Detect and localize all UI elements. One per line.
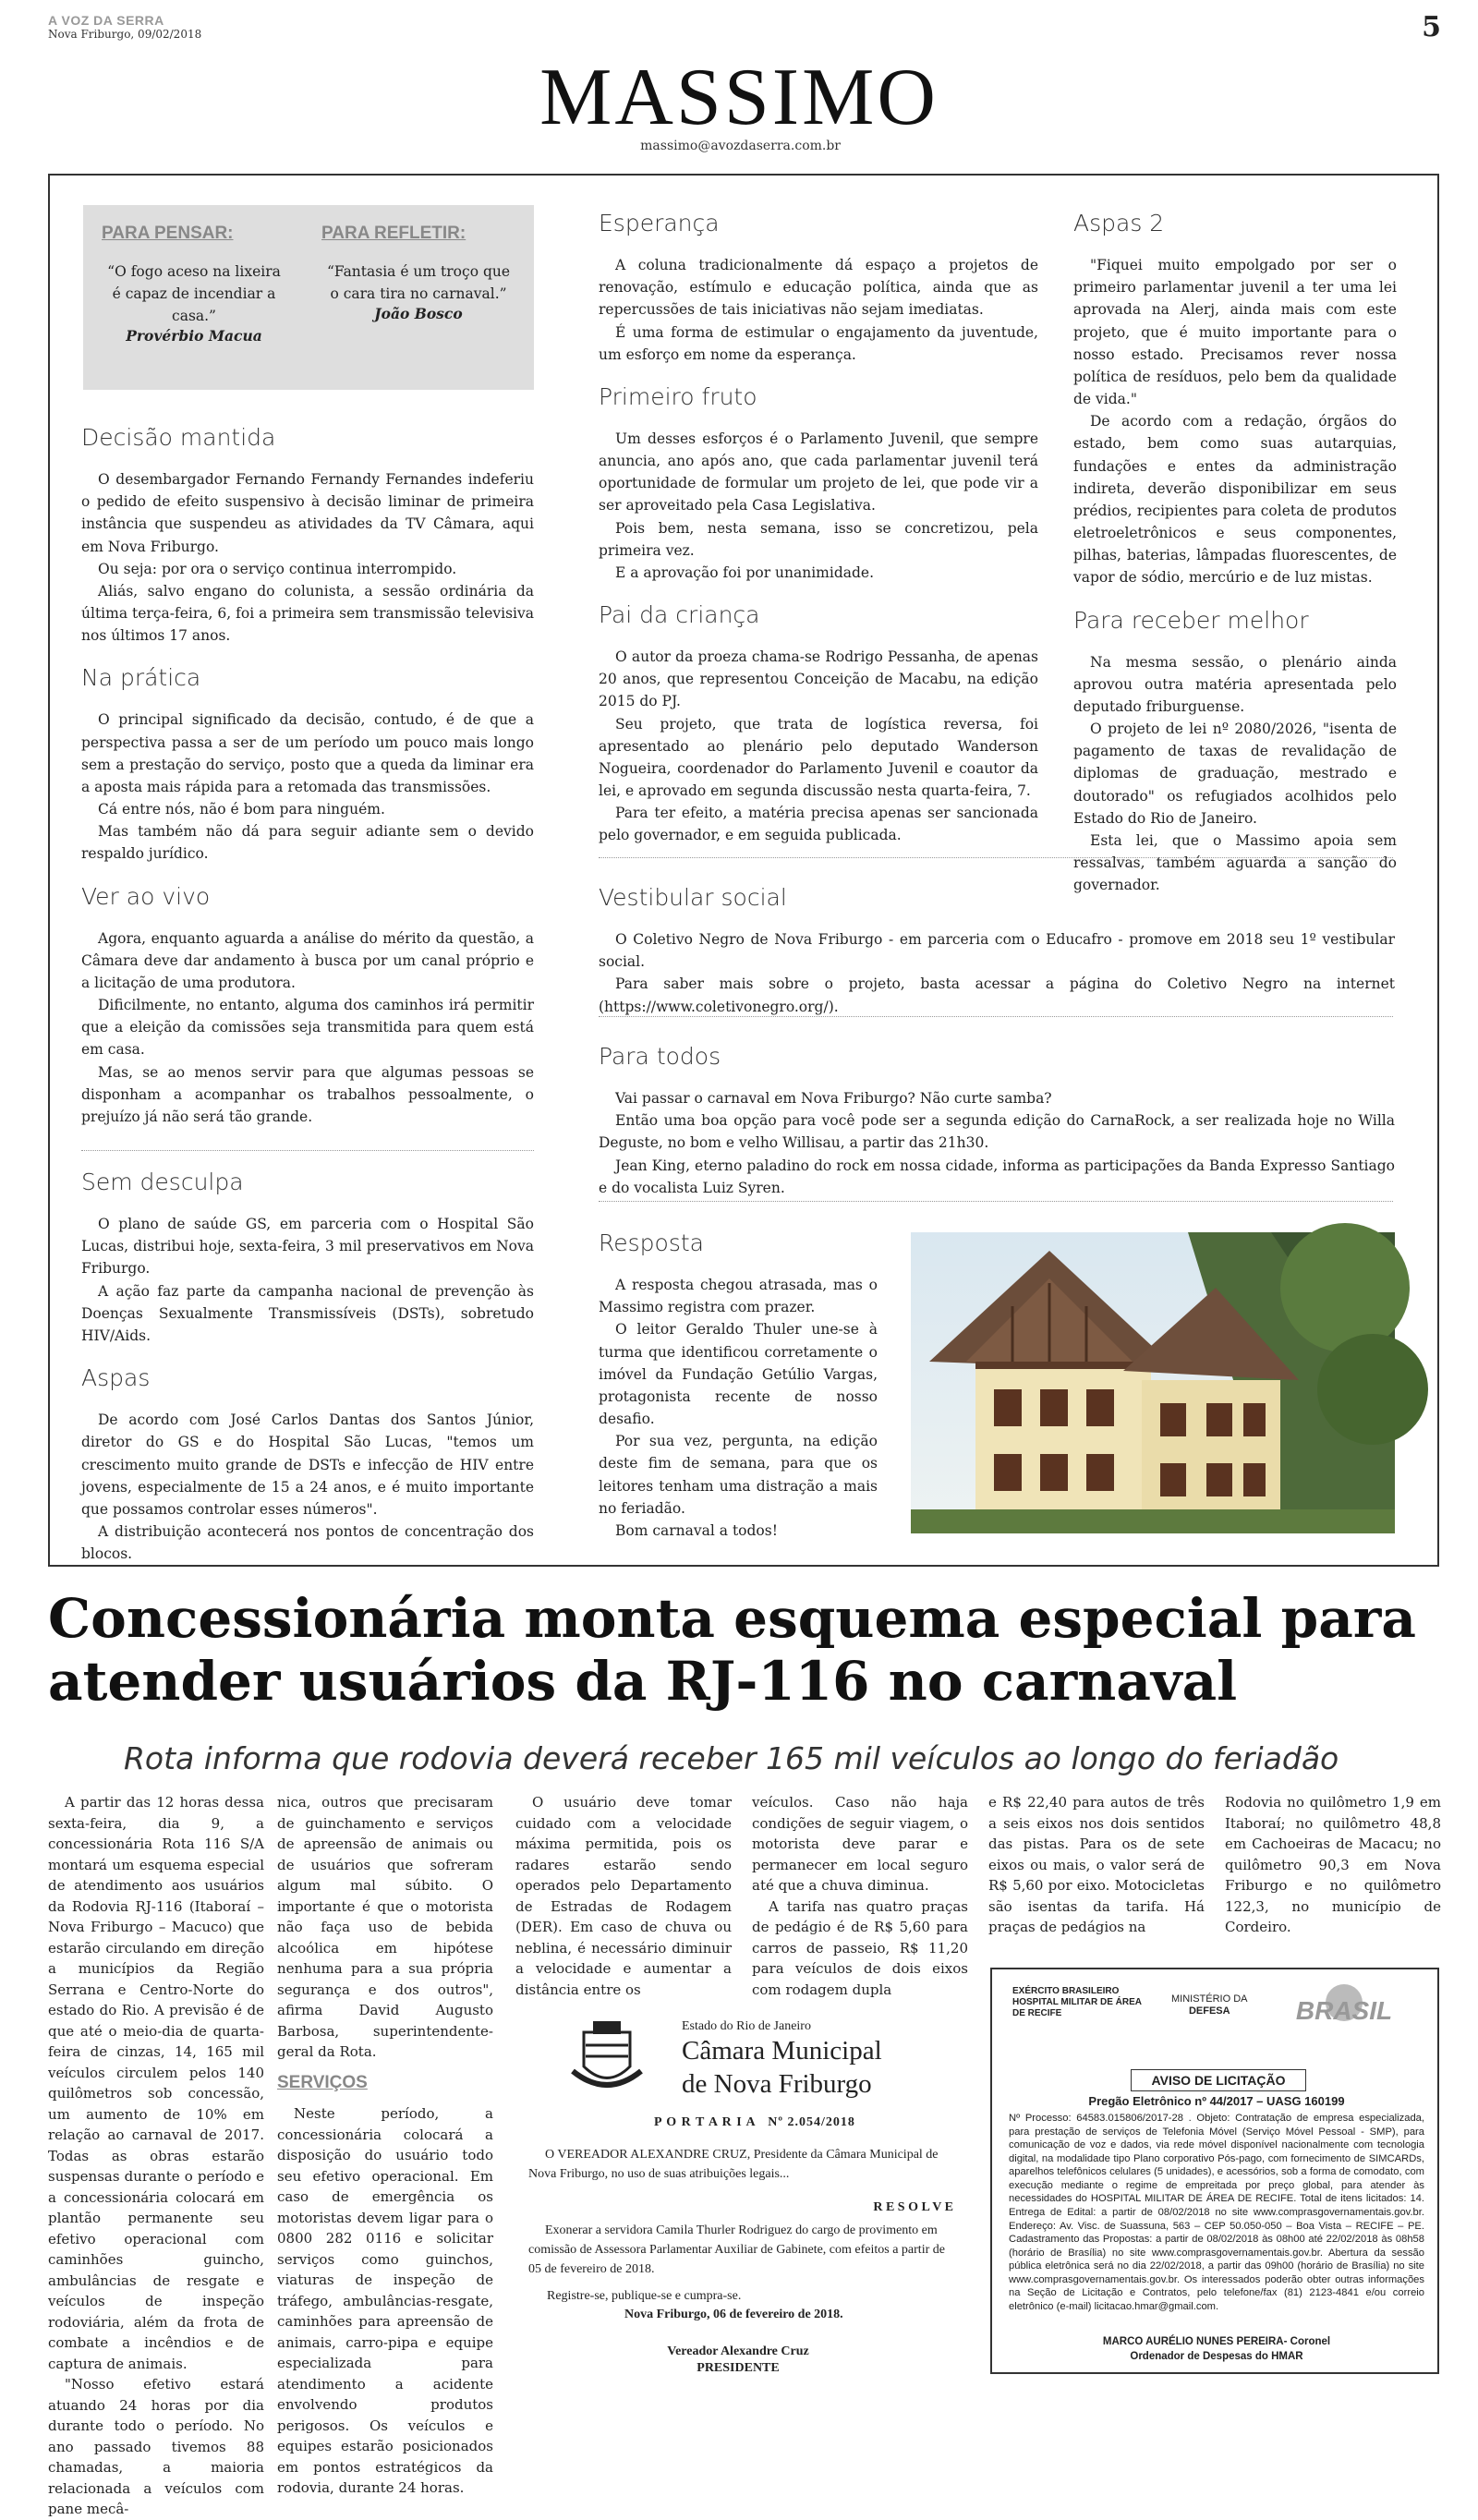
left-column — [81, 406, 534, 1565]
section-title: Sem desculpa — [81, 1169, 244, 1196]
paragraph: O projeto de lei nº 2080/2026, "isenta de pagamento de taxas de revalidação de diplomas de graduação, mestrado e doutorado" os refugiados acolhidos pelo Estado do Rio de Janeiro. — [1073, 721, 1397, 827]
section-title: Aspas 2 — [1073, 210, 1165, 236]
paragraph: De acordo com a redação, órgãos do estado, bem como suas autarquias, fundações e entes da administração indireta, deverão disponibilizar em seus prédios, recipientes para coleta de produtos eletroeletrônicos e seus componentes, pilhas, baterias, lâmpadas fluorescentes, de vapor de sódio, mercúrio e de luz mistas. — [1073, 413, 1397, 587]
article-col-6 — [1225, 1792, 1441, 1938]
paragraph: A partir das 12 horas dessa sexta-feira, dia 9, a concessionária Rota 116 S/A montará um esquema especial de atendimento aos usuários da Rodovia RJ-116 (Itaboraí – Nova Friburgo – Macuco) que estarão circulando em direção a municípios da Região Serrana e Centro-Norte do estado do Rio. A previsão é de que até o meio-dia de quarta-feira de cinzas, 14, 165 mil veículos circulem pelos 140 quilômetros sob concessão, um aumento de 10% em relação ao carnaval de 2017. Todas as obras estarão suspensas durante o período e a concessionária colocará em plantão permanente seu efetivo operacional com caminhões guincho, ambulâncias de resgate e veículos de inspeção rodoviária, além da frota de combate a incêndios e de captura de animais. — [48, 1794, 264, 2372]
resposta-section — [599, 1212, 878, 1542]
quote-refletir — [321, 224, 515, 322]
aviso-org-line: EXÉRCITO BRASILEIRO — [1012, 1986, 1120, 1996]
paragraph: Ou seja: por ora o serviço continua interrompido. — [98, 560, 457, 577]
portaria-body: Exonerar a servidora Camila Thurler Rodriguez do cargo de provimento em comissão de Assessora Parlamentar Auxiliar de Gabinete, com efeitos a partir de 05 de fevereiro de 2018. — [528, 2223, 945, 2276]
paragraph: Neste período, a concessionária colocará a disposição do usuário todo seu efetivo operacional. Em caso de emergência os motoristas devem ligar para o 0800 282 0116 e solicitar serviços como guinchos, viaturas de inspeção de tráfego, ambulâncias-resgate, caminhões para apreensão de animais, carro-pipa e equipe especializada para atendimento a acidente envolvendo produtos perigosos. Os veículos e equipes estarão posicionados em pontos estratégicos da rodovia, durante 24 horas. — [277, 2105, 493, 2496]
building-photo — [911, 1232, 1395, 1533]
article-headline: Concessionária monta esquema especial para atender usuários da RJ-116 no carnaval — [48, 1587, 1416, 1713]
paragraph: A distribuição acontecerá nos pontos de concentração dos blocos. — [81, 1523, 534, 1563]
section-title: Decisão mantida — [81, 424, 276, 451]
aviso-ministry-line: MINISTÉRIO DA — [1171, 1993, 1248, 2005]
paragraph: Seu projeto, que trata de logística reversa, foi apresentado ao plenário pelo deputado Wanderson Nogueira, coordenador do Parlamento Juvenil e coautor da lei, e aprovado em segunda discussão nesta quarta-feira, 7. — [599, 715, 1038, 800]
paragraph: Agora, enquanto aguarda a análise do mérito da questão, a Câmara deve dar andamento à busca por um canal próprio e a licitação de uma produtora. — [81, 929, 534, 991]
portaria-signer: Vereador Alexandre Cruz — [667, 2344, 809, 2358]
aviso-ministry-line: DEFESA — [1188, 2005, 1230, 2017]
article-col-5 — [988, 1792, 1205, 1938]
paragraph: Por sua vez, pergunta, na edição deste fim de semana, para que os leitores tenham uma distração a mais no feriadão. — [599, 1433, 878, 1517]
paragraph: e R$ 22,40 para autos de três a seis eixos nos dois sentidos das pistas. Para os de sete eixos ou mais, o valor será de R$ 5,60 por eixo. Motocicletas são isentas da tarifa. Há praças de pedágios na — [988, 1794, 1205, 1935]
servicos-heading: SERVIÇOS — [277, 2072, 368, 2092]
paragraph: Para saber mais sobre o projeto, basta acessar a página do Coletivo Negro na internet (https://www.coletivonegro.org/). — [599, 975, 1395, 1015]
quote-author: Provérbio Macua — [126, 327, 262, 345]
paragraph: O principal significado da decisão, contudo, é de que a perspectiva passa a ser de um período um pouco mais longo sem a prestação do serviço, posto que a queda da liminar era a aposta mais rápida para a retomada das transmissões. — [81, 711, 534, 795]
todos-section — [599, 1025, 1395, 1199]
article-subhead: Rota informa que rodovia deverá receber 165 mil veículos ao longo do feriadão — [124, 1740, 1339, 1776]
paragraph: A coluna tradicionalmente dá espaço a projetos de renovação, estímulo e educação política, ainda que as repercussões de tais iniciativas não sejam imediatas. — [599, 257, 1038, 319]
aviso-org — [1012, 1986, 1142, 2019]
section-title: Aspas — [81, 1364, 151, 1392]
paragraph: veículos. Caso não haja condições de seguir viagem, o motorista deve parar e permanecer em local seguro até que a chuva diminua. — [752, 1794, 968, 1894]
paragraph: Um desses esforços é o Parlamento Juvenil, que sempre anuncia, ano após ano, que cada parlamentar juvenil terá oportunidade de formular um projeto de lei, que pode vir a ser aproveitado pela Casa Legislativa. — [599, 430, 1038, 515]
section-title: Esperança — [599, 210, 720, 236]
paragraph: Bom carnaval a todos! — [615, 1521, 778, 1539]
page-number: 5 — [1422, 11, 1441, 43]
portaria-role: PRESIDENTE — [697, 2361, 780, 2375]
article-col-2 — [277, 1792, 493, 2499]
paragraph: Na mesma sessão, o plenário ainda aprovou outra matéria apresentada pelo deputado friburguense. — [1073, 653, 1397, 715]
paragraph: O leitor Geraldo Thuler une-se à turma que identificou corretamente o imóvel da Fundação Getúlio Vargas, protagonista recente de nosso desafio. — [599, 1321, 878, 1428]
portaria-number: P O R T A R I A Nº 2.054/2018 — [654, 2115, 855, 2129]
paragraph: A resposta chegou atrasada, mas o Massimo registra com prazer. — [599, 1277, 878, 1316]
paragraph: nica, outros que precisaram de guinchamento e serviços de apreensão de animais ou de usuários que sofreram algum mal súbito. O importante é que o motorista não faça uso de bebida alcoólica em hipótese nenhuma para a sua própria segurança e dos outros", afirma David Augusto Barbosa, superintendente-geral da Rota. — [277, 1794, 493, 2060]
section-title: Vestibular social — [599, 884, 787, 911]
portaria-date: Nova Friburgo, 06 de fevereiro de 2018. — [624, 2308, 843, 2321]
brasil-logo — [1275, 1982, 1413, 2029]
divider — [599, 1016, 1393, 1017]
aviso-subtitle: Pregão Eletrônico nº 44/2017 – UASG 160199 — [1088, 2094, 1345, 2108]
aviso-title: AVISO DE LICITAÇÃO — [1131, 2069, 1306, 2091]
quotes-box — [83, 205, 534, 390]
paragraph: Pois bem, nesta semana, isso se concretizou, pela primeira vez. — [599, 519, 1038, 559]
camara-notice — [514, 2016, 963, 2385]
section-title: Pai da criança — [599, 601, 760, 629]
paragraph: Mas, se ao menos servir para que algumas pessoas se disponham a acompanhar os trabalhos pessoalmente, o prejuízo já não será tão grande. — [81, 1063, 534, 1125]
paragraph: O plano de saúde GS, em parceria com o Hospital São Lucas, distribui hoje, sexta-feira, 3 mil preservativos em Nova Friburgo. — [81, 1216, 534, 1278]
column-email: massimo@avozdaserra.com.br — [640, 139, 841, 153]
paper-name: A VOZ DA SERRA — [48, 13, 164, 28]
quote-label: PARA PENSAR: — [102, 224, 234, 243]
paragraph: Para ter efeito, a matéria precisa apenas ser sancionada pelo governador, e em seguida publicada. — [599, 805, 1038, 844]
paragraph: Esta lei, que o Massimo apoia sem ressalvas, também aguarda a sanção do governador. — [1073, 831, 1397, 894]
portaria-register: Registre-se, publique-se e cumpra-se. — [547, 2289, 742, 2303]
aviso-signer: MARCO AURÉLIO NUNES PEREIRA- Coronel — [1102, 2336, 1331, 2347]
aviso-role: Ordenador de Despesas do HMAR — [1130, 2351, 1303, 2362]
aviso-licitacao — [990, 1968, 1439, 2374]
paragraph: Vai passar o carnaval em Nova Friburgo? Não curte samba? — [615, 1090, 1052, 1107]
camara-name-2: de Nova Friburgo — [682, 2069, 872, 2099]
paragraph: De acordo com José Carlos Dantas dos Santos Júnior, diretor do GS e do Hospital São Lucas, "temos um crescimento muito grande de DSTs e infecção de HIV entre jovens, especialmente de 15 a 24 anos, e é muito importante que possamos controlar esses números". — [81, 1411, 534, 1518]
aviso-org-line: HOSPITAL MILITAR DE ÁREA — [1012, 1997, 1142, 2007]
paragraph: E a aprovação foi por unanimidade. — [615, 563, 875, 581]
article-col-3 — [515, 1792, 732, 2000]
paragraph: "Fiquei muito empolgado por ser o primeiro parlamentar juvenil a ter uma lei aprovada na Alerj, ainda mais com este projeto, que é muito importante para o nosso estado. Precisamos rever nossa política de resíduos, pelo bem da qualidade de vida." — [1073, 257, 1397, 408]
paragraph: O usuário deve tomar cuidado com a velocidade máxima permitida, pois os radares estarão sendo operados pelo Departamento de Estradas de Rodagem (DER). Em caso de chuva ou neblina, é necessário diminuir a velocidade e aumentar a distância entre os — [515, 1794, 732, 1998]
camara-name-1: Câmara Municipal — [682, 2036, 882, 2066]
quote-text: “O fogo aceso na lixeira é capaz de incendiar a casa.” — [107, 263, 281, 325]
paragraph: A tarifa nas quatro praças de pedágio é de R$ 5,60 para carros de passeio, R$ 11,20 para veículos de dois eixos com rodagem dupla — [752, 1897, 968, 1998]
quote-pensar — [102, 224, 286, 345]
article-col-4 — [752, 1792, 968, 2000]
camara-state: Estado do Rio de Janeiro — [682, 2019, 811, 2033]
divider — [599, 1201, 1393, 1202]
paragraph: Cá entre nós, não é bom para ninguém. — [98, 801, 385, 818]
paragraph: Então uma boa opção para você pode ser a segunda edição do CarnaRock, a ser realizada hoje no Willa Deguste, no bom e velho Willisau, a partir das 21h30. — [599, 1112, 1395, 1152]
vestibular-section — [599, 866, 1395, 1018]
article-col-1 — [48, 1792, 264, 2520]
aviso-ministry — [1171, 1993, 1248, 2017]
divider — [81, 1150, 534, 1151]
paragraph: Dificilmente, no entanto, alguma dos caminhos irá permitir que a eleição da comissões seja transmitida para quem está em casa. — [81, 997, 534, 1059]
page-header — [48, 13, 1441, 50]
aviso-body: Nº Processo: 64583.015806/2017-28 . Objeto: Contratação de empresa especializada, para prestação de serviços de Telefonia Móvel (Serviço Móvel Pessoal - SMP), para comunicação de voz e dados, via rede móvel disponível nacionalmente com tecnologia digital, na modalidade tipo Plano corporativo Pós-pago, com fornecimento de SIMCARDs, aparelhos telefônicos celulares (5 unidades), e acessórios, sob a forma de comodato, com execução mediante o regime de empreitada por preço global, para atender às necessidades do HOSPITAL MILITAR DE ÁREA DE RECIFE. Total de itens licitados: 14. Entrega de Edital: a partir de 08/02/2018 no site www.comprasgovernamentais.gov.br. Endereço: Av. Visc. de Suassuna, 563 – CEP 50.050-050 – Boa Vista – RECIFE – PE. Cadastramento das Propostas: a partir de 08/02/2018 às 08h00 até 22/02/2018 às 08h58 (horário de Brasília) no site www.comprasgovernamentais.gov.br. Abertura da sessão pública eletrônica será no dia 22/02/2018, a partir das 09h00 (horário de Brasília) no site www.comprasgovernamentais.gov.br. Os interessados poderão obter outras informações na Seção de Licitação e Contratos, pelo telefone/fax (81) 2123-4841 e/ou correio eletrônico (e-mail) licitacao.hmar@gmail.com. — [1009, 2113, 1424, 2312]
middle-column — [599, 192, 1038, 847]
section-title: Resposta — [599, 1230, 704, 1256]
section-title: Para todos — [599, 1043, 721, 1070]
city-date: Nova Friburgo, 09/02/2018 — [48, 28, 202, 41]
portaria-intro: O VEREADOR ALEXANDRE CRUZ, Presidente da Câmara Municipal de Nova Friburgo, no uso de suas atribuições legais... — [528, 2148, 939, 2181]
divider — [599, 857, 1393, 858]
paragraph: A ação faz parte da campanha nacional de prevenção às Doenças Sexualmente Transmissíveis (DSTs), sobretudo HIV/Aids. — [81, 1282, 534, 1344]
paragraph: O desembargador Fernando Fernandy Fernandes indeferiu o pedido de efeito suspensivo à decisão liminar de primeira instância que suspendeu as atividades da TV Câmara, aqui em Nova Friburgo. — [81, 471, 534, 555]
paragraph: Jean King, eterno paladino do rock em nossa cidade, informa as participações da Banda Expresso Santiago e do vocalista Luiz Syren. — [599, 1157, 1395, 1196]
section-title: Ver ao vivo — [81, 882, 211, 910]
quote-author: João Bosco — [374, 305, 463, 323]
section-title: Para receber melhor — [1073, 606, 1309, 634]
section-title: Primeiro fruto — [599, 382, 757, 410]
paragraph: Rodovia no quilômetro 1,9 em Itaboraí; no quilômetro 48,8 em Cachoeiras de Macacu; no quilômetro 90,3 em Nova Friburgo e no quilômetro 122,3, no município de Cordeiro. — [1225, 1794, 1441, 1935]
aviso-org-line: DE RECIFE — [1012, 2008, 1062, 2018]
paragraph: "Nosso efetivo estará atuando 24 horas por dia durante todo o período. No ano passado tivemos 88 chamadas, a maioria relacionada a veículos com pane mecâ- — [48, 2376, 264, 2517]
paragraph: É uma forma de estimular o engajamento da juventude, um esforço em nome da esperança. — [599, 323, 1038, 363]
camara-crest-icon — [565, 2016, 648, 2099]
quote-text: “Fantasia é um troço que o cara tira no carnaval.” — [326, 263, 511, 303]
quote-label: PARA REFLETIR: — [321, 224, 466, 243]
section-title: Na prática — [81, 664, 201, 692]
column-title: MASSIMO — [539, 53, 939, 142]
right-column — [1073, 192, 1397, 896]
paragraph: O Coletivo Negro de Nova Friburgo - em parceria com o Educafro - promove em 2018 seu 1º vestibular social. — [599, 931, 1395, 971]
paragraph: O autor da proeza chama-se Rodrigo Pessanha, de apenas 20 anos, que representou Conceição de Macabu, na edição 2015 do PJ. — [599, 648, 1038, 710]
brasil-logo-text: BRASIL — [1295, 1996, 1393, 2025]
paragraph: Aliás, salvo engano do colunista, a sessão ordinária da última terça-feira, 6, foi a primeira sem transmissão televisiva nos últimos 17 anos. — [81, 582, 534, 645]
portaria-resolve: R E S O L V E — [873, 2200, 953, 2214]
paragraph: Mas também não dá para seguir adiante sem o devido respaldo jurídico. — [81, 823, 534, 863]
